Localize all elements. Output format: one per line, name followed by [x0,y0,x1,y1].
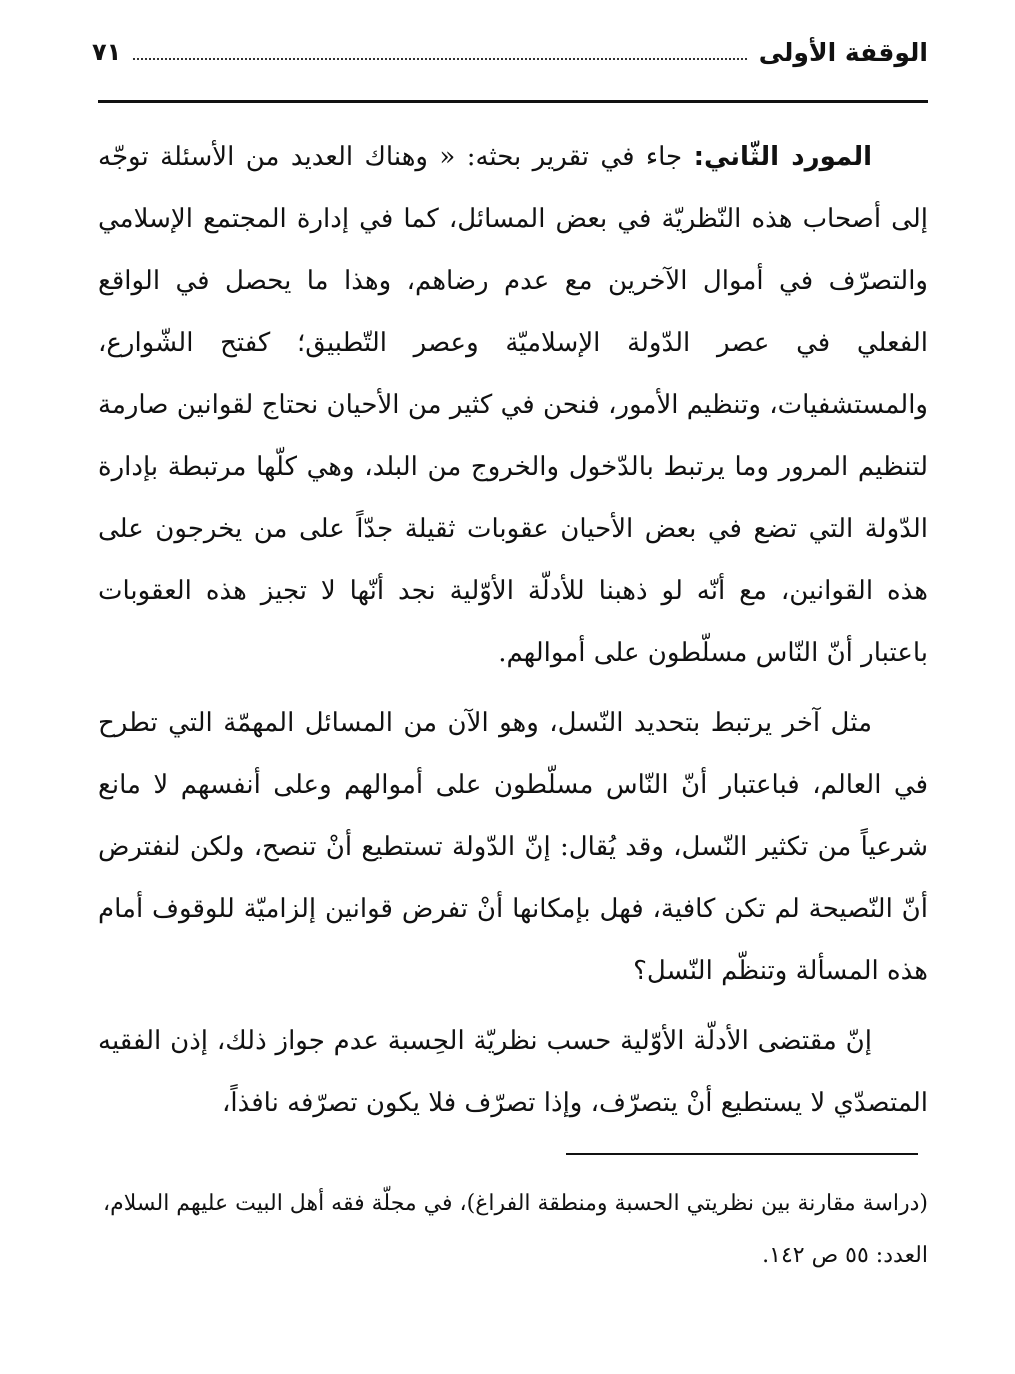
footnote-line-2: العدد: ٥٥ ص ١٤٢. [762,1243,928,1268]
paragraph-1-text: جاء في تقرير بحثه: « وهناك العديد من الأسئلة توجّه إلى أصحاب هذه النّظريّة في بعض المسائل، كما في إدارة المجتمع الإسلامي والتصرّف في أموال الآخرين مع عدم رضاهم، وهذا ما يحصل في الواقع الفعلي في عصر الدّولة الإسلاميّة وعصر التّطبيق؛ كفتح الشّوارع، والمستشفيات، وتنظيم الأمور، فنحن في كثير من الأحيان نحتاج لقوانين صارمة لتنظيم المرور وما يرتبط بالدّخول والخروج من البلد، وهي كلّها مرتبطة بإدارة الدّولة التي تضع في بعض الأحيان عقوبات ثقيلة جدّاً على من يخرجون على هذه القوانين، مع أنّه لو ذهبنا للأدلّة الأوّلية نجد أنّها لا تجيز هذه العقوبات باعتبار أنّ النّاس مسلّطون على أموالهم. [98,142,928,668]
page-header [92,30,928,74]
header-rule [98,100,928,103]
footnote-rule [566,1153,918,1155]
paragraph-2: مثل آخر يرتبط بتحديد النّسل، وهو الآن من المسائل المهمّة التي تطرح في العالم، فباعتبار أنّ النّاس مسلّطون على أموالهم وعلى أنفسهم لا مانع شرعياً من تكثير النّسل، وقد يُقال: إنّ الدّولة تستطيع أنْ تنصح، ولكن لنفترض أنّ النّصيحة لم تكن كافية، فهل بإمكانها أنْ تفرض قوانين إلزاميّة للوقوف أمام هذه المسألة وتنظّم النّسل؟ [98,708,928,986]
paragraph-lead: المورد الثّاني: [693,142,872,172]
paragraph-1 [98,126,928,684]
main-text [98,126,928,1142]
leader-dots [133,58,746,60]
paragraph-3: إنّ مقتضى الأدلّة الأوّلية حسب نظريّة الحِسبة عدم جواز ذلك، إذن الفقيه المتصدّي لا يستطيع أنْ يتصرّف، وإذا تصرّف فلا يكون تصرّفه نافذاً، [98,1026,928,1118]
running-title: الوقفة الأولى [758,37,928,67]
footnote-line-1: (دراسة مقارنة بين نظريتي الحسبة ومنطقة الفراغ)، في مجلّة فقه أهل البيت عليهم السلام، [103,1191,928,1216]
footnote [98,1178,928,1282]
page-number: ٧١ [92,38,122,66]
